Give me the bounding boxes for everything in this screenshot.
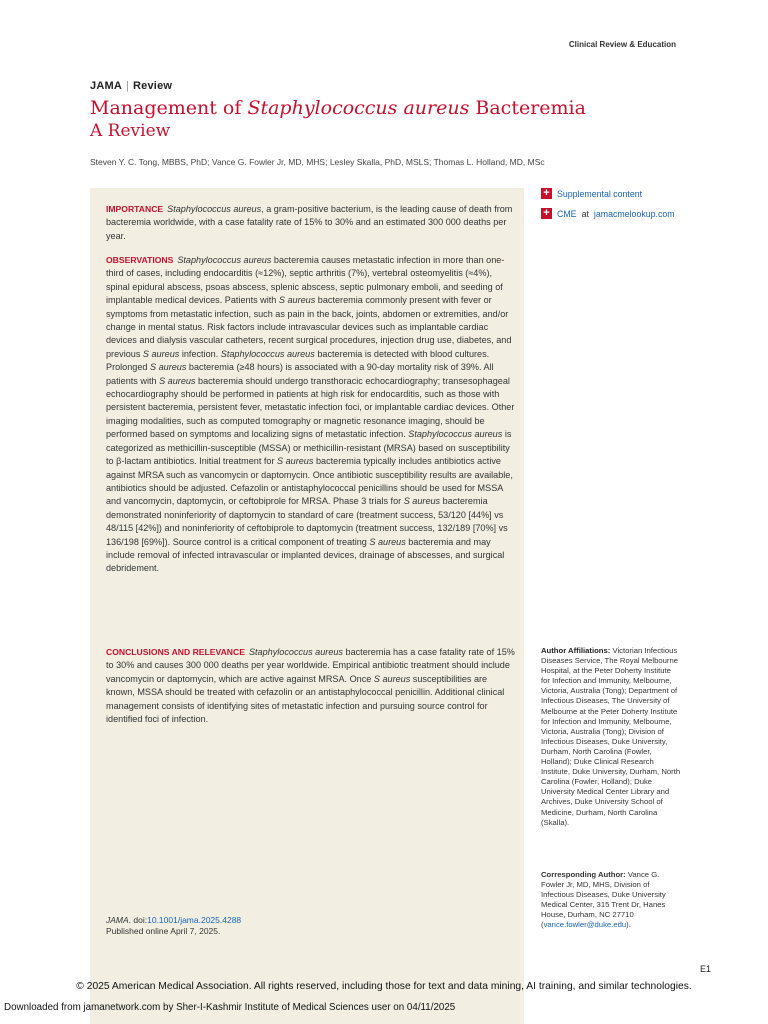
importance-label: IMPORTANCE (106, 204, 164, 214)
conclusions-text: susceptibilities are known, MSSA should be treated with cefazolin or an antistaphylococcal penicillin. Additional clinical management consists of identifying sites of metastatic infection and pursuing source control for identified foci of infection. (106, 673, 505, 725)
organism-name: S aureus (278, 295, 316, 306)
observations-text: bacteremia commonly present with fever or symptoms from metastatic infection, such as pain in the back, joints, abdomen or extremities, and/or change in mental status. Risk factors include intravascular devices such as implantable cardiac devices and dialysis vascular catheters, recent surgical procedures, injection drug use, diabetes, and previous (106, 295, 512, 359)
abstract-box (90, 188, 524, 1024)
cme-label[interactable]: CME (557, 208, 577, 219)
abstract-importance (106, 203, 516, 243)
importance-text: , a gram-positive bacterium, is the leading cause of death from bacteremia worldwide, with a case fatality rate of 15% to 30% and an estimated 300 000 deaths per year. (106, 204, 513, 241)
plus-icon: + (541, 208, 552, 219)
corresponding-author (541, 870, 681, 931)
observations-text: bacteremia demonstrated noninferiority of daptomycin to standard of care (treatment success, 53/120 [44%] vs 48/115 [42%]) and noninferiority of ceftobiprole to daptomycin (treatment success, 132/189 [70%] vs 136/198 [69%]). Source control is a critical component of treating (106, 496, 508, 547)
citation-doi-prefix: . doi: (128, 915, 148, 925)
article-title (90, 97, 650, 120)
observations-text: bacteremia causes metastatic infection in more than one-third of cases, including endocarditis (≈12%), septic arthritis (7%), vertebral osteomyelitis (≈4%), spinal epidural abscess, psoas abscess, splenic abscess, septic pulmonary emboli, and seeding of implantable medical devices. Patients with (106, 255, 505, 306)
cme-url[interactable]: jamacmelookup.com (593, 208, 675, 219)
title-organism: Staphylococcus aureus (247, 97, 470, 119)
supplemental-label[interactable]: Supplemental content (557, 188, 643, 199)
affiliations-text: Victorian Infectious Diseases Service, The Royal Melbourne Hospital, at the Peter Doherty Institute for Infection and Immunity, Melbourne, Victoria, Australia (Tong); Department of Infectious Diseases, The University of Melbourne at the Peter Doherty Institute for Infection and Immunity, Melbourne, Victoria, Australia (Tong); Division of Infectious Diseases, Duke University, Durham, North Carolina (Fowler, Holland); Duke Clinical Research Institute, Duke University, Durham, North Carolina (Fowler, Holland); Duke University Medical Center Library and Archives, Duke University School of Medicine, Durham, North Carolina (Skalla). (541, 646, 681, 827)
organism-name: S aureus (373, 673, 411, 684)
conclusions-label: CONCLUSIONS AND RELEVANCE (106, 647, 245, 657)
organism-name: Staphylococcus aureus (408, 429, 503, 440)
author-list: Steven Y. C. Tong, MBBS, PhD; Vance G. Fowler Jr, MD, MHS; Lesley Skalla, PhD, MSLS; Thomas L. Holland, MD, MSc (90, 157, 545, 167)
citation-journal: JAMA (106, 915, 129, 925)
observations-text: bacteremia is detected with blood cultures. Prolonged (106, 348, 490, 373)
title-suffix: Bacteremia (469, 97, 586, 119)
copyright-notice: © 2025 American Medical Association. All rights reserved, including those for text and data mining, AI training, and similar technologies. (76, 981, 692, 992)
corresponding-text: Vance G. Fowler Jr, MD, MHS, Division of Infectious Diseases, Duke University Medical Center, 315 Trent Dr, Hanes House, Durham, NC 27710 ( (541, 870, 666, 930)
journal-name: JAMA (90, 80, 122, 92)
abstract-conclusions (106, 646, 516, 726)
organism-name: S aureus (369, 536, 406, 547)
abstract-observations (106, 254, 516, 576)
observations-text: is categorized as methicillin-susceptible (MSSA) or methicillin-resistant (MRSA) based on susceptibility to β-lactam antibiotics. Initial treatment for (106, 429, 512, 467)
download-notice: Downloaded from jamanetwork.com by Sher-I-Kashmir Institute of Medical Sciences user on 04/11/2025 (4, 1002, 456, 1013)
supplemental-content-link[interactable] (541, 188, 642, 199)
observations-text: bacteremia (≥48 hours) is associated with a 90-day mortality risk of 39%. All patients with (106, 362, 494, 386)
published-date: Published online April 7, 2025. (106, 926, 221, 936)
organism-name: Staphylococcus aureus (177, 255, 272, 265)
corresponding-end: ). (626, 920, 631, 930)
observations-label: OBSERVATIONS (106, 255, 174, 265)
email-link[interactable]: vance.fowler@duke.edu (543, 920, 627, 930)
article-type: Review (133, 80, 173, 92)
organism-name: Staphylococcus aureus (167, 204, 262, 214)
plus-icon: + (541, 188, 552, 199)
journal-label (90, 80, 172, 92)
page-number: E1 (700, 964, 712, 974)
organism-name: Staphylococcus aureus (248, 647, 343, 657)
organism-name: S aureus (142, 348, 180, 359)
conclusions-text: bacteremia has a case fatality rate of 15% to 30% and causes 300 000 deaths per year worldwide. Empirical antibiotic treatment should include vancomycin or daptomycin, which are active against MRSA. Once (106, 647, 515, 684)
citation-line (106, 915, 241, 926)
corresponding-label: Corresponding Author: (541, 870, 626, 879)
organism-name: S aureus (159, 375, 196, 386)
organism-name: S aureus (277, 456, 314, 467)
organism-name: S aureus (150, 362, 187, 373)
organism-name: Staphylococcus aureus (220, 348, 315, 359)
organism-name: S aureus (403, 496, 441, 507)
author-affiliations (541, 646, 681, 828)
observations-text: bacteremia and may include removal of infected intravascular or implanted devices, drainage of abscesses, and surgical debridement. (106, 536, 505, 574)
observations-text: bacteremia should undergo transthoracic echocardiography; transesophageal echocardiography should be performed in patients at high risk for endocarditis, such as those with persistent bacteremia, persistent fever, metastatic infection foci, or implantable cardiac devices. Other imaging modalities, such as computed tomography or magnetic resonance imaging, should be performed based on symptoms and localizing signs of metastatic infection. (106, 375, 515, 440)
article-subtitle: A Review (90, 121, 171, 141)
cme-link[interactable] (541, 208, 675, 219)
affiliations-label: Author Affiliations: (541, 646, 611, 655)
journal-separator: | (125, 80, 130, 92)
citation-block (106, 915, 241, 937)
doi-link[interactable]: 10.1001/jama.2025.4288 (147, 915, 242, 925)
observations-text: infection. (179, 348, 221, 359)
section-label: Clinical Review & Education (568, 40, 676, 49)
observations-text: bacteremia typically includes antibiotics active against MRSA such as vancomycin or daptomycin. Once antibiotic susceptibility results are available, antibiotics should be adjusted. Cefazolin or antistaphylococcal penicillins should be used for MSSA and vancomycin, daptomycin, or ceftobiprole for MRSA. Phase 3 trials for (106, 456, 513, 507)
cme-at: at (581, 208, 589, 219)
title-prefix: Management of (90, 97, 248, 119)
